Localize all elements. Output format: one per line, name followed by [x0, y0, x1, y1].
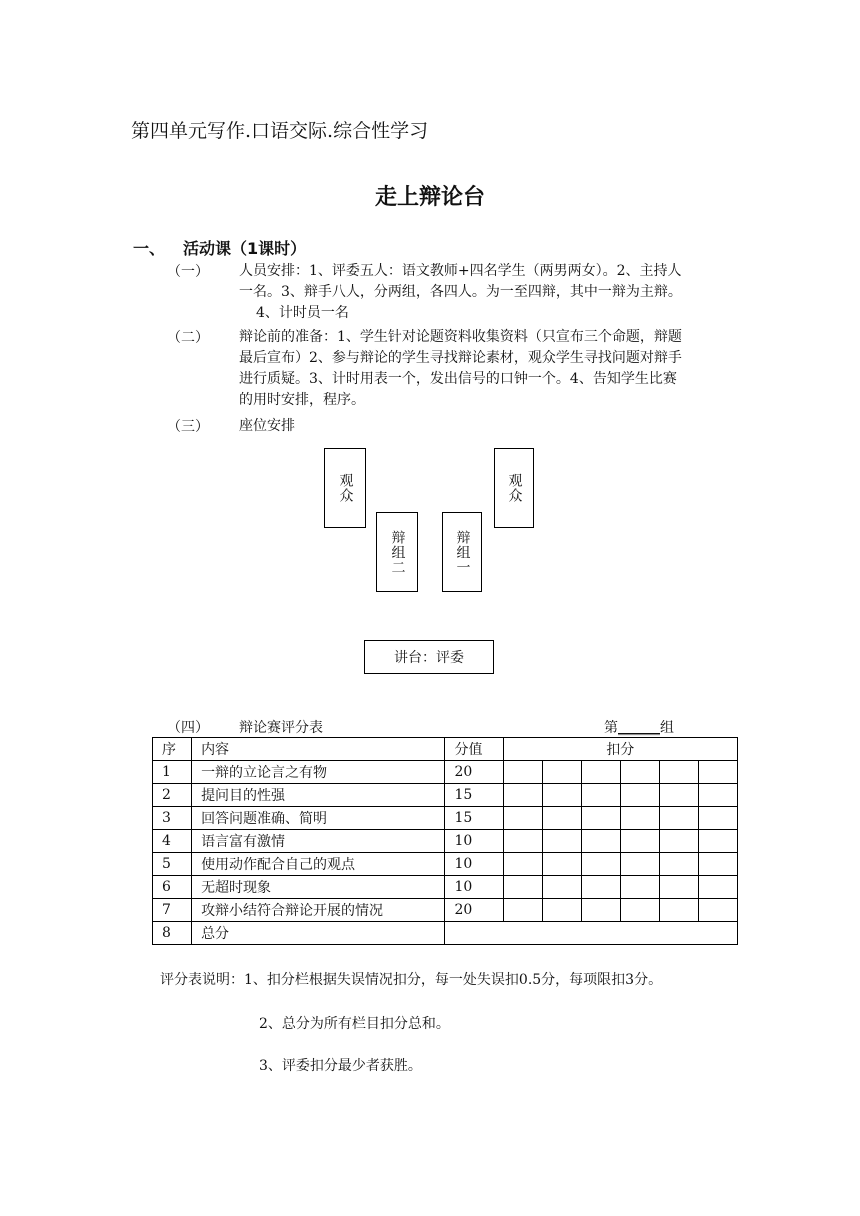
item-text-1	[239, 261, 731, 324]
deduction-cell[interactable]	[503, 807, 542, 830]
deduction-cell[interactable]	[542, 761, 581, 784]
deduction-cell[interactable]	[659, 784, 698, 807]
deduction-cell[interactable]	[503, 830, 542, 853]
deduction-cell[interactable]	[659, 853, 698, 876]
row-content: 回答问题准确、简明	[192, 807, 445, 830]
deduction-cell[interactable]	[620, 807, 659, 830]
deduction-cell[interactable]	[620, 784, 659, 807]
team-one-label: 辩组一	[454, 529, 471, 575]
deduction-cell[interactable]	[542, 830, 581, 853]
row-score: 10	[445, 853, 503, 876]
deduction-cell[interactable]	[581, 830, 620, 853]
deduction-cell[interactable]	[698, 876, 737, 899]
table-row	[153, 876, 738, 899]
table-caption: 辩论赛评分表	[239, 720, 323, 736]
audience-right-box	[494, 448, 534, 528]
item-2-line-1: 辩论前的准备：1、学生针对论题资料收集资料（只宣布三个命题，辩题	[239, 329, 682, 345]
item-1-line-2: 一名。3、辩手八人，分两组，各四人。为一至四辩，其中一辩为主辩。	[239, 284, 682, 300]
deduction-cell[interactable]	[503, 761, 542, 784]
deduction-cell[interactable]	[659, 876, 698, 899]
header-score: 分值	[445, 738, 503, 761]
podium-box	[364, 640, 494, 674]
header-no: 序	[153, 738, 192, 761]
item-label-3: （三）	[167, 419, 209, 435]
deduction-cell[interactable]	[659, 807, 698, 830]
row-score: 20	[445, 761, 503, 784]
group-suffix: 组	[660, 720, 674, 736]
item-2-line-4: 的用时安排，程序。	[239, 392, 365, 408]
note-1: 评分表说明：1、扣分栏根据失误情况扣分，每一处失误扣0.5分，每项限扣3分。	[160, 972, 663, 988]
group-field	[604, 717, 674, 737]
deduction-cell[interactable]	[581, 807, 620, 830]
deduction-cell[interactable]	[620, 830, 659, 853]
deduction-cell[interactable]	[620, 853, 659, 876]
deduction-cell[interactable]	[698, 761, 737, 784]
row-score: 15	[445, 807, 503, 830]
section-title: 活动课（1课时）	[183, 239, 307, 258]
audience-left-box	[324, 448, 366, 528]
deduction-cell[interactable]	[659, 761, 698, 784]
row-no: 5	[153, 853, 192, 876]
row-no: 3	[153, 807, 192, 830]
table-row	[153, 853, 738, 876]
total-row	[153, 922, 738, 945]
group-prefix: 第	[604, 720, 618, 736]
row-score: 20	[445, 899, 503, 922]
total-value-cell[interactable]	[445, 922, 738, 945]
row-content: 语言富有激情	[192, 830, 445, 853]
total-content: 总分	[192, 922, 445, 945]
row-no: 4	[153, 830, 192, 853]
row-score: 15	[445, 784, 503, 807]
table-row	[153, 807, 738, 830]
header-content: 内容	[192, 738, 445, 761]
row-no: 2	[153, 784, 192, 807]
table-row	[153, 899, 738, 922]
row-no: 6	[153, 876, 192, 899]
deduction-cell[interactable]	[542, 876, 581, 899]
deduction-cell[interactable]	[698, 853, 737, 876]
row-content: 使用动作配合自己的观点	[192, 853, 445, 876]
table-header-row	[153, 738, 738, 761]
deduction-cell[interactable]	[581, 784, 620, 807]
team-two-label: 辩组二	[389, 529, 406, 575]
deduction-cell[interactable]	[581, 761, 620, 784]
table-row	[153, 830, 738, 853]
deduction-cell[interactable]	[503, 876, 542, 899]
item-text-3: 座位安排	[239, 418, 295, 434]
row-content: 攻辩小结符合辩论开展的情况	[192, 899, 445, 922]
item-1-line-3: 4、计时员一名	[256, 305, 349, 321]
row-content: 一辩的立论言之有物	[192, 761, 445, 784]
deduction-cell[interactable]	[542, 807, 581, 830]
unit-heading: 第四单元写作.口语交际.综合性学习	[131, 120, 429, 142]
deduction-cell[interactable]	[542, 853, 581, 876]
deduction-cell[interactable]	[698, 784, 737, 807]
audience-left-label: 观众	[337, 473, 354, 503]
note-2: 2、总分为所有栏目扣分总和。	[259, 1016, 450, 1032]
score-table	[152, 737, 738, 945]
deduction-cell[interactable]	[659, 899, 698, 922]
deduction-cell[interactable]	[620, 876, 659, 899]
item-label-1: （一）	[167, 264, 209, 280]
row-content: 提问目的性强	[192, 784, 445, 807]
note-3: 3、评委扣分最少者获胜。	[259, 1058, 422, 1074]
deduction-cell[interactable]	[698, 807, 737, 830]
row-no: 1	[153, 761, 192, 784]
deduction-cell[interactable]	[620, 761, 659, 784]
group-blank: ______	[618, 720, 660, 736]
deduction-cell[interactable]	[698, 899, 737, 922]
item-text-2	[239, 327, 731, 411]
header-deduction: 扣分	[503, 738, 737, 761]
audience-right-label: 观众	[506, 473, 523, 503]
table-label: （四）	[167, 720, 209, 736]
deduction-cell[interactable]	[503, 853, 542, 876]
deduction-cell[interactable]	[581, 876, 620, 899]
table-row	[153, 761, 738, 784]
row-content: 无超时现象	[192, 876, 445, 899]
item-label-2: （二）	[167, 330, 209, 346]
row-score: 10	[445, 876, 503, 899]
row-score: 10	[445, 830, 503, 853]
podium-label: 讲台：评委	[394, 650, 464, 666]
row-no: 7	[153, 899, 192, 922]
team-one-box	[442, 512, 482, 592]
deduction-cell[interactable]	[698, 830, 737, 853]
item-1-line-1: 人员安排：1、评委五人：语文教师+四名学生（两男两女）。2、主持人	[239, 263, 682, 279]
table-row	[153, 784, 738, 807]
deduction-cell[interactable]	[542, 899, 581, 922]
deduction-cell[interactable]	[503, 784, 542, 807]
deduction-cell[interactable]	[581, 899, 620, 922]
page-title: 走上辩论台	[374, 185, 485, 210]
deduction-cell[interactable]	[542, 784, 581, 807]
deduction-cell[interactable]	[659, 830, 698, 853]
deduction-cell[interactable]	[503, 899, 542, 922]
section-number: 一、	[133, 239, 166, 258]
item-2-line-3: 进行质疑。3、计时用表一个，发出信号的口钟一个。4、告知学生比赛	[239, 371, 677, 387]
item-2-line-2: 最后宣布）2、参与辩论的学生寻找辩论素材，观众学生寻找问题对辩手	[239, 350, 682, 366]
team-two-box	[376, 512, 418, 592]
total-no: 8	[153, 922, 192, 945]
deduction-cell[interactable]	[620, 899, 659, 922]
deduction-cell[interactable]	[581, 853, 620, 876]
